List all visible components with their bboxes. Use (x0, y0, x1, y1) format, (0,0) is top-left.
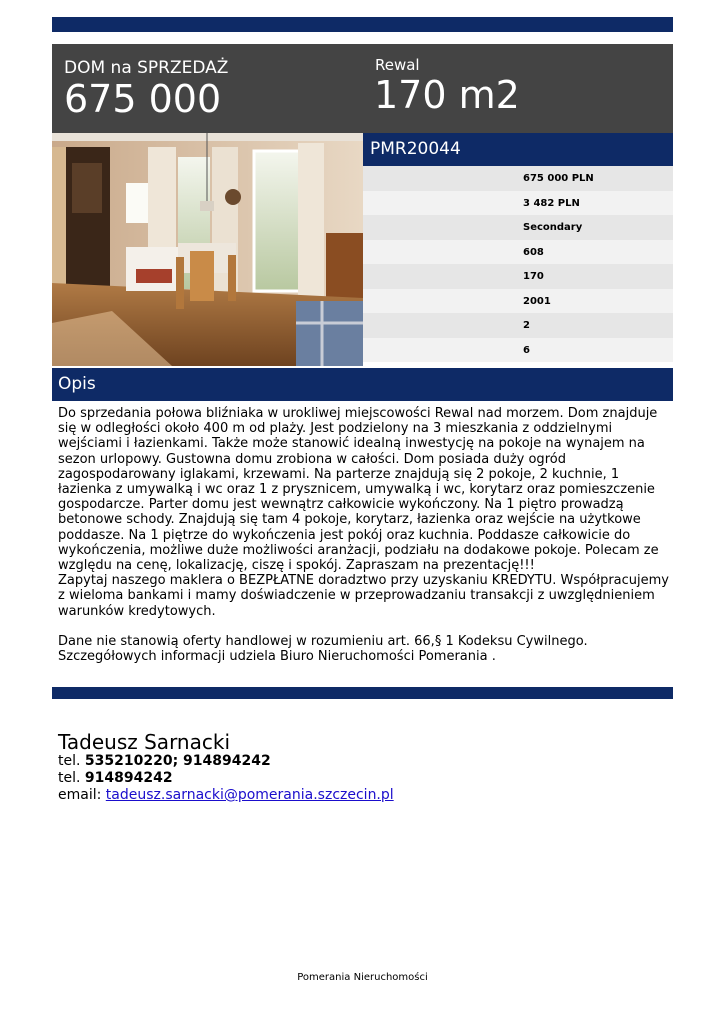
disclaimer: Dane nie stanowią oferty handlowej w rozumieniu art. 66,§ 1 Kodeksu Cywilnego. Szczegółowych informacji udziela Biuro Nieruchomości Pomerania . (58, 633, 588, 665)
detail-value: 675 000 PLN (523, 173, 594, 184)
detail-row-rooms (363, 338, 673, 363)
section-divider-bar (52, 687, 673, 699)
reference-number: PMR20044 (370, 139, 461, 159)
detail-value: 170 (523, 271, 544, 282)
email-label: email: (58, 787, 102, 803)
property-type-label: DOM na SPRZEDAŻ (64, 58, 229, 78)
tel-label: tel. (58, 770, 81, 786)
detail-row-floors (363, 313, 673, 338)
agent-email-link[interactable]: tadeusz.sarnacki@pomerania.szczecin.pl (105, 787, 394, 803)
location-label: Rewal (375, 56, 420, 74)
description-body: Do sprzedania połowa bliźniaka w urokliwej miejscowości Rewal nad morzem. Dom znajduje się w odległości około 400 m od plaży. Jest podzielony na 3 mieszkania z oddzielnymi wejściami i łazienkami. Także może stanowić idealną inwestycję na pokoje na wynajem na sezon urlopowy. Gustowna domu zrobiona w całości. Dom posiada duży ogród zagospodarowany iglakami, krzewami. Na parterze znajdują się 2 pokoje, 2 kuchnie, 1 łazienka z umywalką i wc oraz 1 z prysznicem, umywalką i wc, korytarz oraz pomieszczenie gospodarcze. Parter domu jest wewnątrz całkowicie wykończony. Na 1 piętro prowadzą betonowe schody. Znajdują się tam 4 pokoje, korytarz, łazienka oraz wejście na użytkowe poddasze. Na 1 piętrze do wykończenia jest pokój oraz kuchnia. Poddasze całkowicie do wykończenia, możliwe duże możliwości aranżacji, podziału na dodakowe pokoje. Polecam ze względu na cenę, lokalizację, ciszę i spokój. Zapraszam na prezentację!!! Zapytaj naszego maklera o BEZPŁATNE doradztwo przy uzyskaniu KREDYTU. Współpracujemy z wieloma bankami i mamy doświadczenie w przeprowadzaniu transakcji z uwzględnieniem warunków kredytowych. (58, 406, 669, 619)
detail-value: 608 (523, 246, 544, 258)
detail-row-market (363, 215, 673, 240)
detail-row-area (363, 264, 673, 289)
detail-value: 3 482 PLN (523, 197, 580, 209)
agent-office-phone: 914894242 (84, 770, 173, 786)
top-accent-bar (52, 17, 673, 32)
description-heading-bar (52, 368, 673, 401)
tel-label: tel. (58, 753, 81, 769)
listing-header (52, 44, 673, 133)
agent-phone-office-line (58, 770, 394, 787)
description (58, 406, 670, 664)
detail-row-price (363, 166, 673, 191)
footer-company: Pomerania Nieruchomości (297, 972, 428, 983)
detail-value: 2 (523, 320, 530, 331)
agent-phone-mobile-line (58, 753, 394, 770)
reference-bar (363, 133, 673, 166)
price-value: 675 000 (64, 77, 222, 121)
detail-row-price-per-m2 (363, 191, 673, 216)
detail-row-year (363, 289, 673, 314)
area-value: 170 m2 (374, 73, 520, 117)
agent-contact (58, 731, 394, 804)
description-heading: Opis (58, 374, 96, 394)
agent-email-line (58, 787, 394, 804)
details-table (363, 166, 673, 362)
detail-value: 6 (523, 344, 530, 356)
agent-name: Tadeusz Sarnacki (58, 730, 231, 754)
property-photo (52, 133, 363, 366)
detail-row-plot (363, 240, 673, 265)
agent-phones: 535210220; 914894242 (84, 753, 271, 769)
detail-value: 2001 (523, 295, 551, 307)
detail-value: Secondary (523, 222, 583, 233)
